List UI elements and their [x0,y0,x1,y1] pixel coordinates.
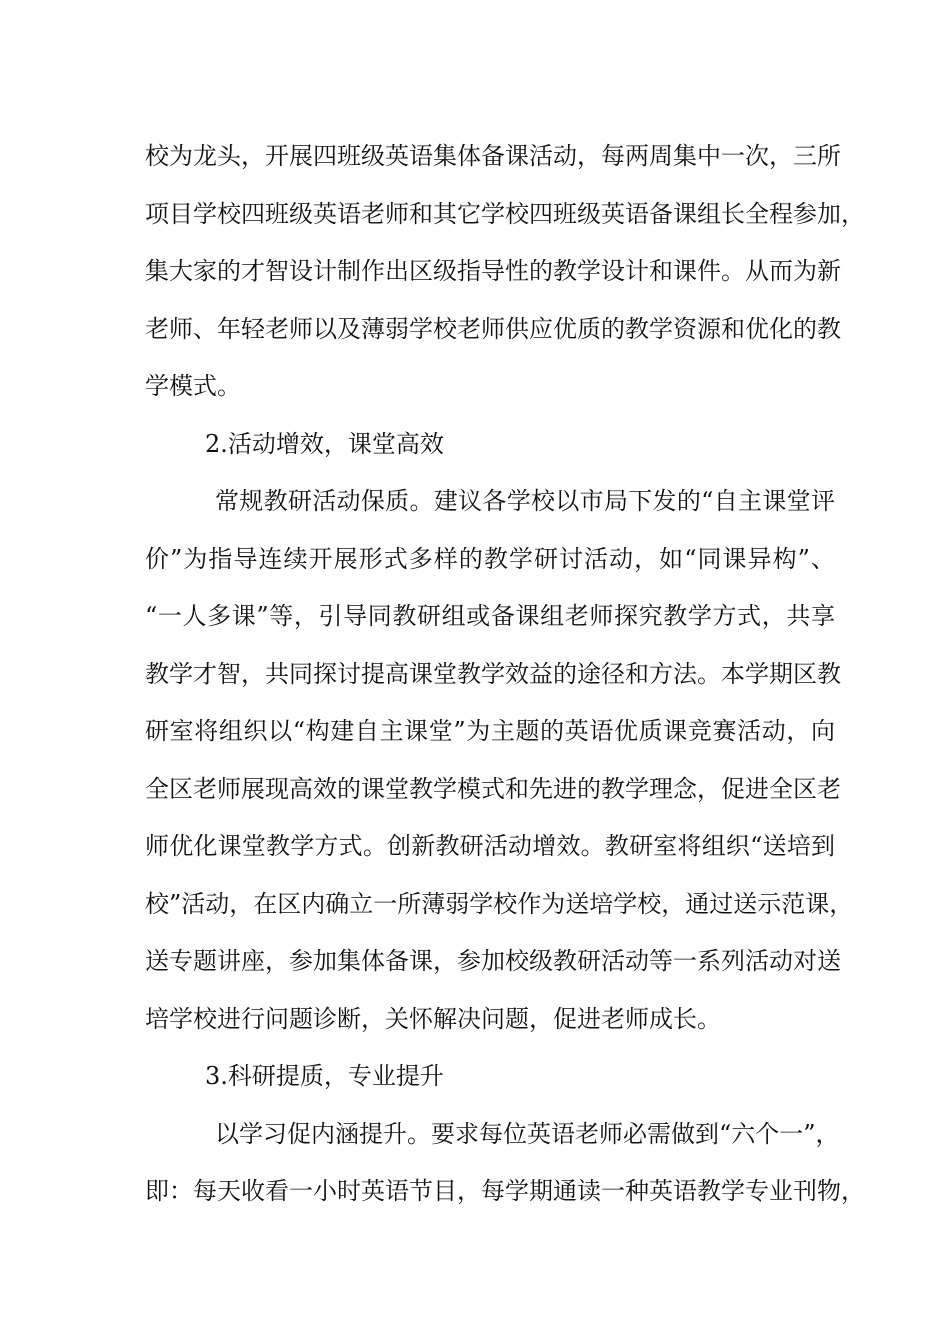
paragraph-line: 校”活动，在区内确立一所薄弱学校作为送培学校，通过送示范课， [145,889,854,918]
paragraph-line: 即：每天收看一小时英语节目，每学期通读一种英语教学专业刊物， [145,1177,865,1205]
paragraph-line: 学模式。 [145,372,241,400]
paragraph-line: 教学才智，共同探讨提高课堂教学效益的途径和方法。本学期区教 [145,659,841,688]
paragraph-line: 项目学校四班级英语老师和其它学校四班级英语备课组长全程参加， [145,199,865,228]
paragraph-line: 全区老师展现高效的课堂教学模式和先进的教学理念，促进全区老 [145,774,841,803]
paragraph-line: 送专题讲座，参加集体备课，参加校级教研活动等一系列活动对送 [145,947,841,975]
paragraph-line: 集大家的才智设计制作出区级指导性的教学设计和课件。从而为新 [145,257,841,285]
paragraph-line: 常规教研活动保质。建议各学校以市局下发的“自主课堂评 [215,487,835,515]
paragraph-line: 以学习促内涵提升。要求每位英语老师必需做到“六个一”， [215,1119,840,1148]
section-heading-3: 3.科研提质，专业提升 [205,1062,444,1090]
paragraph-line: 研室将组织以“构建自主课堂”为主题的英语优质课竞赛活动，向 [145,717,835,745]
paragraph-line: 校为龙头，开展四班级英语集体备课活动，每两周集中一次，三所 [145,142,841,170]
body-text [145,128,865,1221]
paragraph-line: 价”为指导连续开展形式多样的教学研讨活动，如“同课异构”、 [145,544,835,573]
paragraph-line: “一人多课”等，引导同教研组或备课组老师探究教学方式，共享 [145,602,835,630]
paragraph-line: 师优化课堂教学方式。创新教研活动增效。教研室将组织“送培到 [145,832,835,860]
section-heading-2: 2.活动增效，课堂高效 [205,429,444,458]
paragraph-line: 培学校进行问题诊断，关怀解决问题，促进老师成长。 [145,1004,721,1033]
paragraph-line: 老师、年轻老师以及薄弱学校老师供应优质的教学资源和优化的教 [145,314,841,343]
